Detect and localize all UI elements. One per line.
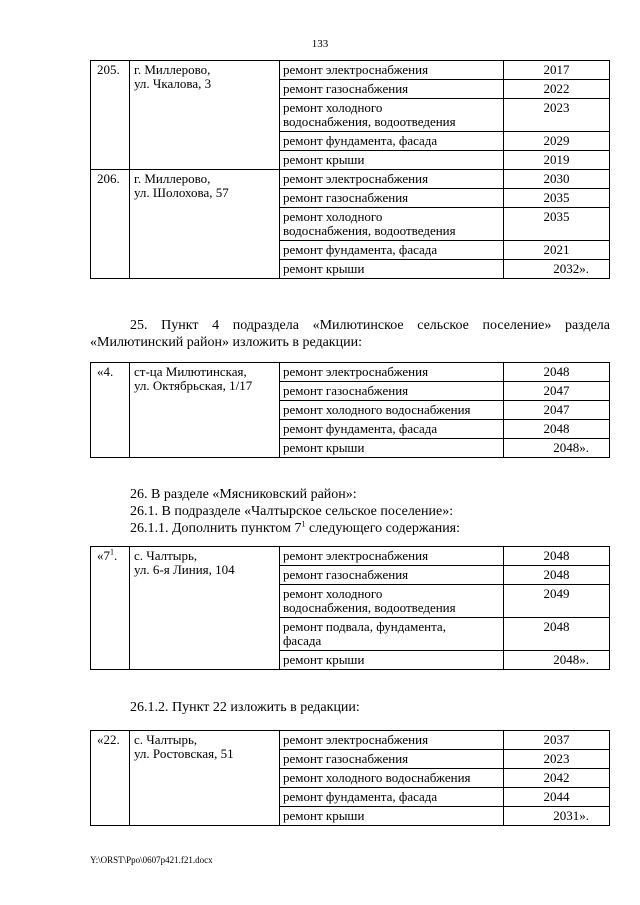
work-year: 2019 bbox=[504, 151, 610, 170]
address: с. Чалтырь, ул. 6-я Линия, 104 bbox=[130, 547, 280, 670]
work-type: ремонт холодного водоснабжения, водоотведения bbox=[280, 208, 504, 241]
paragraph-26-1: 26.1. В подразделе «Чалтырское сельское поселение»: bbox=[130, 504, 454, 519]
work-type: ремонт фундамента, фасада bbox=[280, 788, 504, 807]
work-year: 2048 bbox=[504, 420, 610, 439]
work-year: 2037 bbox=[504, 731, 610, 750]
work-type: ремонт газоснабжения bbox=[280, 80, 504, 99]
paragraph-26-1-1 bbox=[130, 520, 460, 537]
work-type: ремонт холодного водоснабжения bbox=[280, 769, 504, 788]
work-type: ремонт электроснабжения bbox=[280, 363, 504, 382]
work-year: 2047 bbox=[504, 401, 610, 420]
work-year: 2032». bbox=[504, 260, 610, 279]
table-chaltyr-7-1 bbox=[90, 546, 610, 670]
work-type: ремонт электроснабжения bbox=[280, 731, 504, 750]
work-type: ремонт крыши bbox=[280, 439, 504, 458]
work-type: ремонт фундамента, фасада bbox=[280, 132, 504, 151]
work-year: 2048 bbox=[504, 363, 610, 382]
page-number: 133 bbox=[311, 38, 329, 50]
work-type: ремонт холодного водоснабжения bbox=[280, 401, 504, 420]
work-type: ремонт электроснабжения bbox=[280, 61, 504, 80]
work-year: 2017 bbox=[504, 61, 610, 80]
item-number: 206. bbox=[91, 170, 130, 279]
work-year: 2047 bbox=[504, 382, 610, 401]
work-type: ремонт крыши bbox=[280, 807, 504, 826]
table-millerovo bbox=[90, 60, 610, 279]
footer-file-path: Y:\ORST\Ppo\0607p421.f21.docx bbox=[90, 855, 213, 865]
address: г. Миллерово, ул. Чкалова, 3 bbox=[130, 61, 280, 170]
work-type: ремонт подвала, фундамента, фасада bbox=[280, 618, 504, 651]
work-type: ремонт газоснабжения bbox=[280, 750, 504, 769]
work-year: 2035 bbox=[504, 208, 610, 241]
paragraph-25-line-1: 25. Пункт 4 подраздела «Милютинское сельское поселение» раздела bbox=[130, 318, 610, 333]
table-chaltyr-22 bbox=[90, 730, 610, 826]
paragraph-26-1-2: 26.1.2. Пункт 22 изложить в редакции: bbox=[130, 700, 360, 715]
paragraph-26: 26. В разделе «Мясниковский район»: bbox=[130, 487, 357, 502]
work-year: 2044 bbox=[504, 788, 610, 807]
work-year: 2035 bbox=[504, 189, 610, 208]
work-type: ремонт холодного водоснабжения, водоотведения bbox=[280, 99, 504, 132]
work-type: ремонт крыши bbox=[280, 260, 504, 279]
table-row bbox=[91, 547, 610, 566]
item-number: «$7^1$. bbox=[91, 547, 130, 670]
work-year: 2048 bbox=[504, 618, 610, 651]
item-number: «4. bbox=[91, 363, 130, 458]
work-year: 2048 bbox=[504, 547, 610, 566]
work-year: 2031». bbox=[504, 807, 610, 826]
work-year: 2049 bbox=[504, 585, 610, 618]
table-row bbox=[91, 731, 610, 750]
work-type: ремонт газоснабжения bbox=[280, 382, 504, 401]
work-year: 2048 bbox=[504, 566, 610, 585]
paragraph-26-1-1-sup: 1 bbox=[301, 519, 306, 529]
table-row bbox=[91, 363, 610, 382]
paragraph-26-1-1-tail: следующего содержания: bbox=[305, 521, 461, 536]
work-year: 2048». bbox=[504, 439, 610, 458]
work-year: 2042 bbox=[504, 769, 610, 788]
work-year: 2023 bbox=[504, 750, 610, 769]
table-row bbox=[91, 61, 610, 80]
paragraph-25-line-2: «Милютинский район» изложить в редакции: bbox=[90, 335, 362, 350]
item-number: 205. bbox=[91, 61, 130, 170]
table-row bbox=[91, 170, 610, 189]
work-type: ремонт фундамента, фасада bbox=[280, 241, 504, 260]
work-type: ремонт крыши bbox=[280, 651, 504, 670]
paragraph-26-1-1-text: 26.1.1. Дополнить пунктом 7 bbox=[130, 521, 302, 536]
work-year: 2029 bbox=[504, 132, 610, 151]
work-type: ремонт фундамента, фасада bbox=[280, 420, 504, 439]
work-type: ремонт крыши bbox=[280, 151, 504, 170]
work-year: 2023 bbox=[504, 99, 610, 132]
address: ст-ца Милютинская, ул. Октябрьская, 1/17 bbox=[130, 363, 280, 458]
work-type: ремонт электроснабжения bbox=[280, 547, 504, 566]
work-type: ремонт электроснабжения bbox=[280, 170, 504, 189]
table-milyutinskaya bbox=[90, 362, 610, 458]
item-number: «22. bbox=[91, 731, 130, 826]
work-year: 2048». bbox=[504, 651, 610, 670]
work-type: ремонт газоснабжения bbox=[280, 566, 504, 585]
work-year: 2022 bbox=[504, 80, 610, 99]
work-type: ремонт холодного водоснабжения, водоотведения bbox=[280, 585, 504, 618]
work-type: ремонт газоснабжения bbox=[280, 189, 504, 208]
address: г. Миллерово, ул. Шолохова, 57 bbox=[130, 170, 280, 279]
work-year: 2021 bbox=[504, 241, 610, 260]
work-year: 2030 bbox=[504, 170, 610, 189]
address: с. Чалтырь, ул. Ростовская, 51 bbox=[130, 731, 280, 826]
